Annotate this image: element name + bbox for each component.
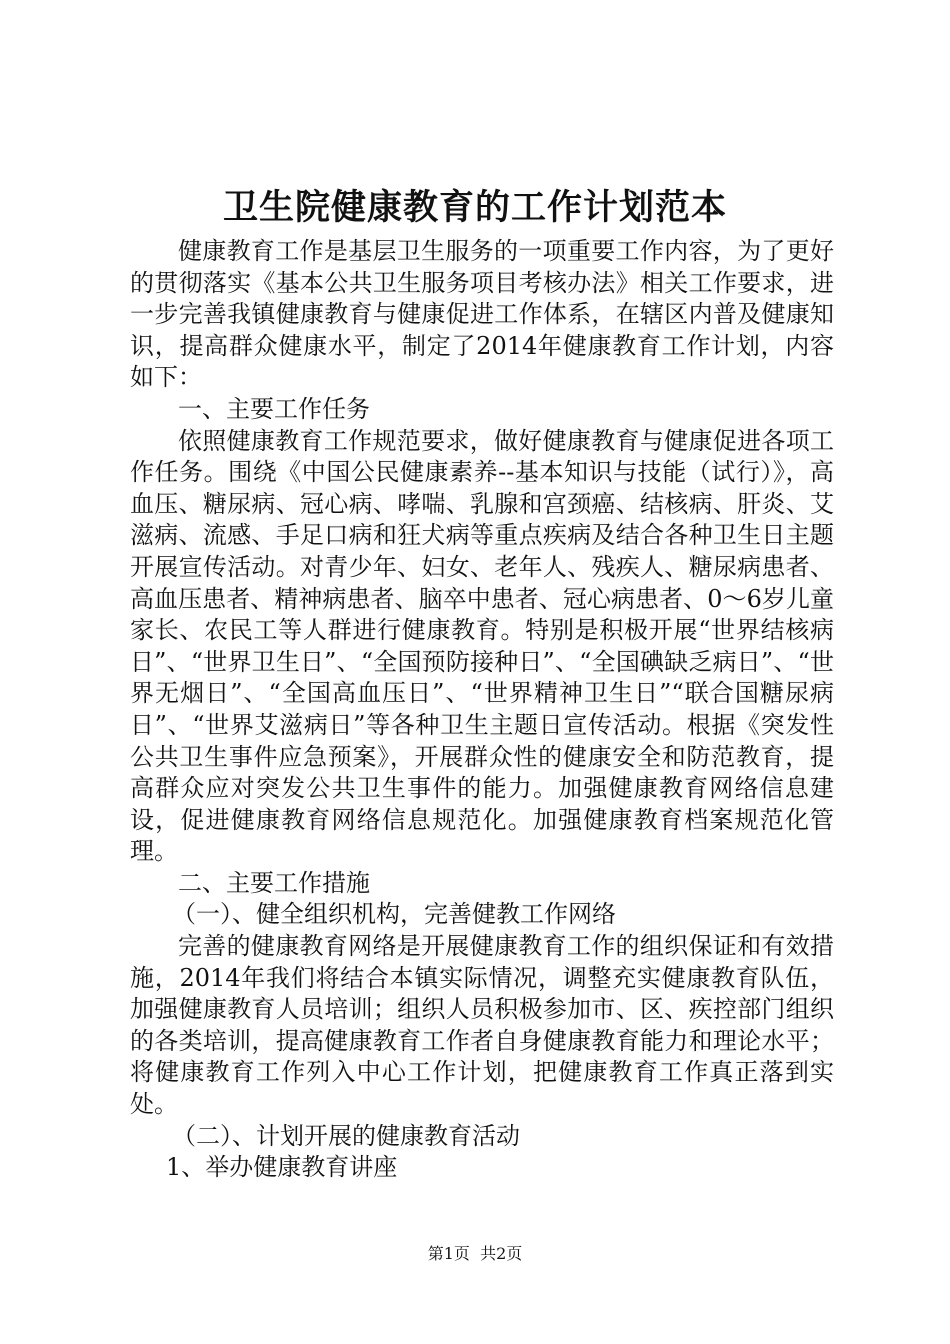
section-heading-1: 一、主要工作任务: [178, 394, 370, 423]
intro-paragraph: 健康教育工作是基层卫生服务的一项重要工作内容，为了更好的贯彻落实《基本公共卫生服务项目考核办法》相关工作要求，进一步完善我镇健康教育与健康促进工作体系，在辖区内普及健康知识，提高群众健康水平，制定了2014年健康教育工作计划，内容如下：: [130, 237, 834, 392]
subsection-heading-1: （一）、健全组织机构，完善健教工作网络: [172, 900, 616, 929]
section-heading-2: 二、主要工作措施: [178, 868, 370, 897]
page-footer: [0, 1242, 950, 1266]
section-1-paragraph: 依照健康教育工作规范要求，做好健康教育与健康促进各项工作任务。围绕《中国公民健康素养--基本知识与技能（试行）》，高血压、糖尿病、冠心病、哮喘、乳腺和宫颈癌、结核病、肝炎、艾滋病、流感、手足口病和狂犬病等重点疾病及结合各种卫生日主题开展宣传活动。对青少年、妇女、老年人、残疾人、糖尿病患者、高血压患者、精神病患者、脑卒中患者、冠心病患者、0～6岁儿童家长、农民工等人群进行健康教育。特别是积极开展“世界结核病日”、“世界卫生日”、“全国预防接种日”、“全国碘缺乏病日”、“世界无烟日”、“全国高血压日”、“世界精神卫生日”“联合国糖尿病日”、“世界艾滋病日”等各种卫生主题日宣传活动。根据《突发性公共卫生事件应急预案》，开展群众性的健康安全和防范教育，提高群众应对突发公共卫生事件的能力。加强健康教育网络信息建设，促进健康教育网络信息规范化。加强健康教育档案规范化管理。: [130, 426, 834, 866]
list-item: 1、举办健康教育讲座: [166, 1153, 398, 1182]
document-body: [130, 236, 834, 1184]
document-title: 卫生院健康教育的工作计划范本: [222, 188, 727, 228]
page-number: 第1页 共2页: [427, 1244, 523, 1263]
subsection-heading-2: （二）、计划开展的健康教育活动: [172, 1121, 520, 1150]
subsection-1-paragraph: 完善的健康教育网络是开展健康教育工作的组织保证和有效措施，2014年我们将结合本镇实际情况，调整充实健康教育队伍，加强健康教育人员培训；组织人员积极参加市、区、疾控部门组织的各类培训，提高健康教育工作者自身健康教育能力和理论水平；将健康教育工作列入中心工作计划，把健康教育工作真正落到实处。: [130, 932, 834, 1119]
